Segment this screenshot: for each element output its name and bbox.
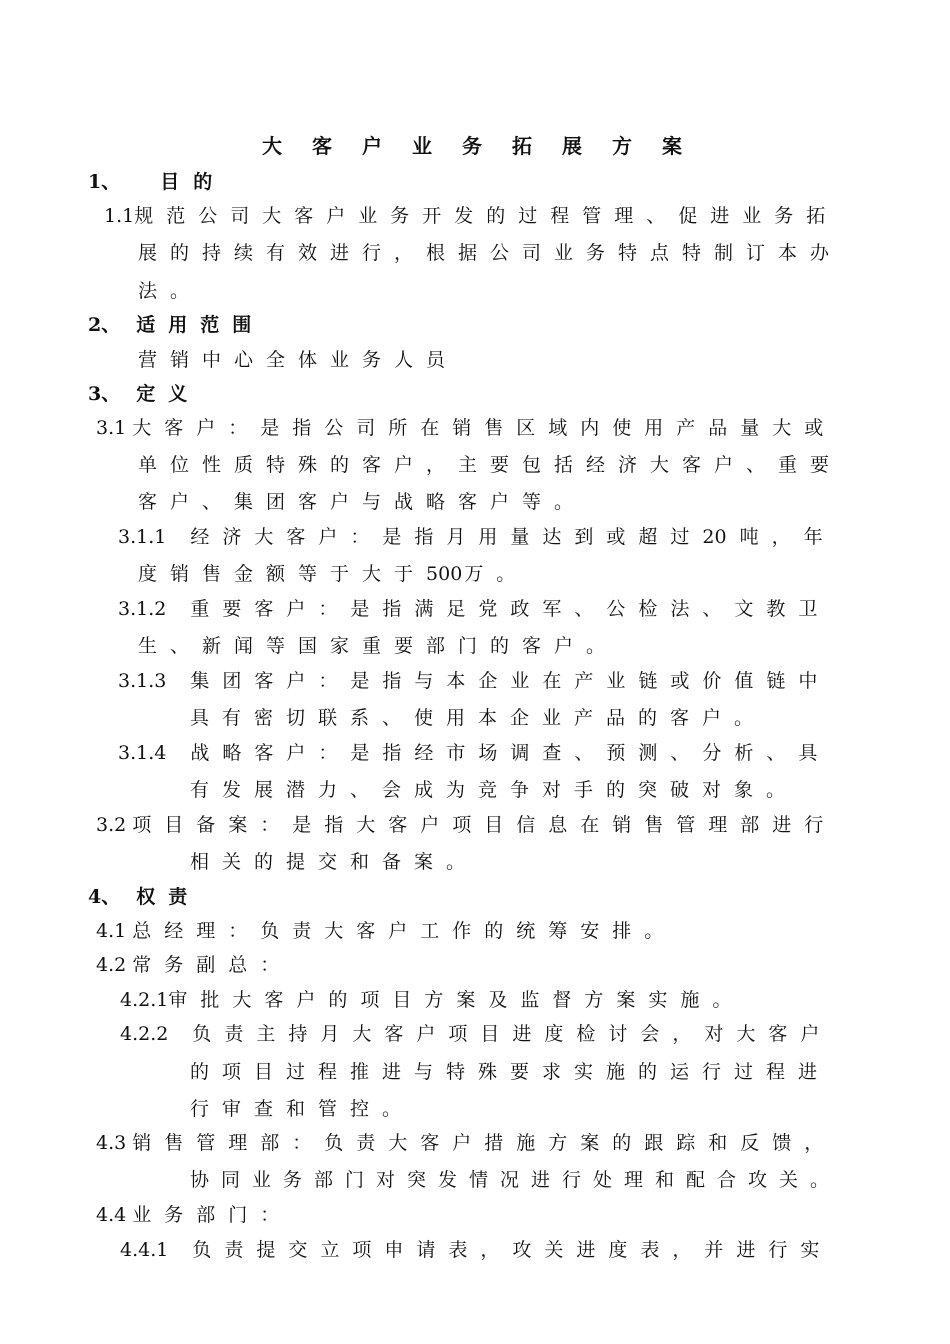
clause-4-3-line-2: 协同业务部门对突发情况进行处理和配合攻关。 bbox=[190, 1169, 842, 1191]
clause-1-1-line-3: 法。 bbox=[138, 280, 203, 302]
clause-4-2-line-1 bbox=[96, 953, 292, 977]
clause-text: 万。 bbox=[464, 563, 529, 585]
clause-number: 4.1 bbox=[96, 920, 127, 942]
clause-3-1-1-line-1 bbox=[118, 525, 836, 549]
clause-4-4-1-line-1 bbox=[120, 1238, 832, 1262]
section-number: 4、 bbox=[88, 886, 121, 908]
clause-3-2-line-1 bbox=[96, 813, 836, 837]
clause-number: 4.4.1 bbox=[120, 1239, 169, 1261]
clause-3-1-2-line-2: 生、新闻等国家重要部门的客户。 bbox=[138, 635, 619, 657]
clause-number-value: 500 bbox=[426, 563, 463, 585]
clause-4-2-2-line-3: 行审查和管控。 bbox=[190, 1098, 415, 1120]
clause-number: 4.2.1 bbox=[120, 989, 169, 1011]
clause-text: 常务副总： bbox=[132, 954, 293, 976]
section-title: 定义 bbox=[136, 383, 201, 405]
clause-number: 3.2 bbox=[96, 814, 127, 836]
section-1-heading bbox=[88, 170, 226, 194]
clause-number: 1.1 bbox=[104, 205, 135, 227]
section-2-text: 营销中心全体业务人员 bbox=[138, 349, 459, 371]
section-number: 1、 bbox=[88, 171, 121, 193]
clause-3-1-line-2: 单位性质特殊的客户，主要包括经济大客户、重要 bbox=[138, 454, 843, 476]
clause-3-1-3-line-2: 具有密切联系、使用本企业产品的客户。 bbox=[190, 707, 767, 729]
clause-text: 业务部门： bbox=[132, 1204, 293, 1226]
clause-text: 负责主持月大客户项目进度检讨会，对大客户 bbox=[192, 1023, 833, 1045]
section-3-heading bbox=[88, 382, 200, 406]
clause-3-1-3-line-1 bbox=[118, 669, 830, 693]
clause-text: 规范公司大客户业务开发的过程管理、促进业务拓 bbox=[134, 205, 839, 227]
section-number: 2、 bbox=[88, 314, 121, 336]
clause-1-1-line-1 bbox=[104, 204, 838, 228]
clause-3-1-1-line-2 bbox=[138, 562, 528, 586]
document-title: 大客户业务拓展方案 bbox=[262, 134, 712, 158]
section-2-heading bbox=[88, 313, 264, 337]
clause-3-1-4-line-2: 有发展潜力、会成为竞争对手的突破对象。 bbox=[190, 779, 799, 801]
clause-1-1-line-2: 展的持续有效进行，根据公司业务特点特制订本办 bbox=[138, 242, 843, 264]
clause-4-1-line-1 bbox=[96, 919, 676, 943]
clause-number: 3.1.4 bbox=[118, 742, 167, 764]
clause-3-1-line-1 bbox=[96, 416, 836, 440]
clause-text: 集团客户：是指与本企业在产业链或价值链中 bbox=[190, 670, 831, 692]
clause-3-1-2-line-1 bbox=[118, 597, 830, 621]
clause-text: 度销售金额等于大于 bbox=[138, 563, 427, 585]
clause-text: 负责提交立项申请表，攻关进度表，并进行实 bbox=[192, 1239, 833, 1261]
clause-4-4-line-1 bbox=[96, 1203, 292, 1227]
clause-text: 大客户：是指公司所在销售区域内使用产品量大或 bbox=[132, 417, 837, 439]
clause-text: 审批大客户的项目方案及监督方案实施。 bbox=[168, 989, 745, 1011]
clause-text: 销售管理部：负责大客户措施方案的跟踪和反馈， bbox=[132, 1132, 837, 1154]
clause-number: 4.3 bbox=[96, 1132, 127, 1154]
clause-number: 4.2 bbox=[96, 954, 127, 976]
clause-number: 3.1.1 bbox=[118, 526, 167, 548]
clause-3-2-line-2: 相关的提交和备案。 bbox=[190, 851, 479, 873]
clause-text: 项目备案：是指大客户项目信息在销售管理部进行 bbox=[132, 814, 837, 836]
clause-number: 4.4 bbox=[96, 1204, 127, 1226]
clause-3-1-4-line-1 bbox=[118, 741, 830, 765]
clause-4-2-2-line-2: 的项目过程推进与特殊要求实施的运行过程进 bbox=[190, 1061, 831, 1083]
clause-4-2-2-line-1 bbox=[120, 1022, 832, 1046]
clause-text: 经济大客户：是指月用量达到或超过 bbox=[190, 526, 703, 548]
clause-3-1-line-3: 客户、集团客户与战略客户等。 bbox=[138, 491, 587, 513]
section-title: 权责 bbox=[136, 886, 201, 908]
clause-text: 重要客户：是指满足党政军、公检法、文教卫 bbox=[190, 598, 831, 620]
section-number: 3、 bbox=[88, 383, 121, 405]
clause-text: 吨，年 bbox=[739, 526, 836, 548]
clause-4-2-1-line-1 bbox=[120, 988, 744, 1012]
clause-number: 3.1.3 bbox=[118, 670, 167, 692]
section-4-heading bbox=[88, 885, 200, 909]
clause-4-3-line-1 bbox=[96, 1131, 836, 1155]
clause-number: 3.1 bbox=[96, 417, 127, 439]
clause-number: 3.1.2 bbox=[118, 598, 167, 620]
clause-text: 总经理：负责大客户工作的统筹安排。 bbox=[132, 920, 677, 942]
section-title: 目的 bbox=[160, 171, 227, 193]
clause-text: 战略客户：是指经市场调查、预测、分析、具 bbox=[190, 742, 831, 764]
section-title: 适用范围 bbox=[136, 314, 265, 336]
clause-number-value: 20 bbox=[702, 526, 727, 548]
clause-number: 4.2.2 bbox=[120, 1023, 169, 1045]
